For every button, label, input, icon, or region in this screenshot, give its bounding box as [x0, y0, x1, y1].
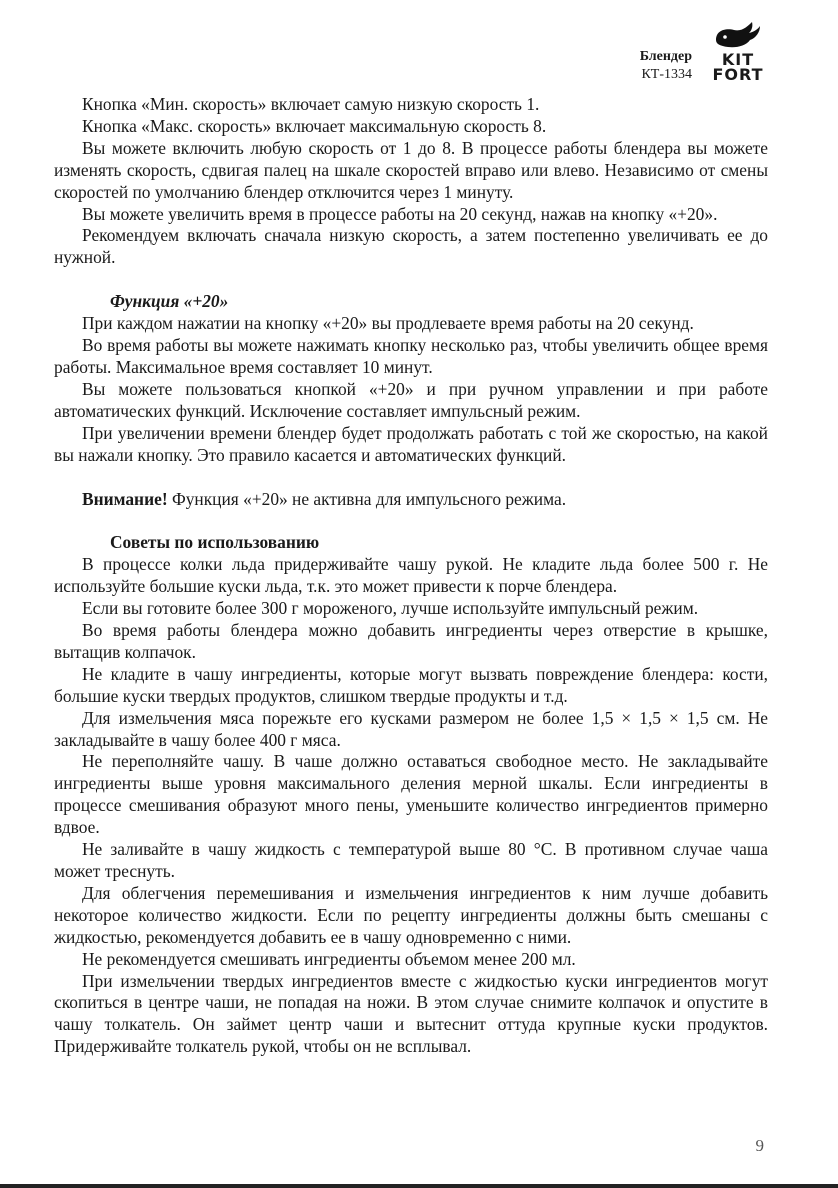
paragraph: Не кладите в чашу ингредиенты, которые могут вызвать повреждение блендера: кости, большие куски твердых продуктов, слишком твердые продукты и т.д. [54, 663, 768, 706]
warning-text: Функция «+20» не активна для импульсного режима. [167, 488, 567, 509]
warning-label: Внимание! [82, 488, 168, 509]
paragraph: В процессе колки льда придерживайте чашу рукой. Не кладите льда более 500 г. Не используйте большие куски льда, т.к. это может привести к порче блендера. [54, 554, 768, 597]
paragraph: Не рекомендуется смешивать ингредиенты объемом менее 200 мл. [82, 948, 576, 969]
section-heading-tips: Советы по использованию [110, 532, 320, 553]
paragraph: Вы можете пользоваться кнопкой «+20» и при ручном управлении и при работе автоматических функций. Исключение составляет импульсный режим. [54, 378, 768, 421]
model-info [640, 48, 692, 84]
paragraph: При увеличении времени блендер будет продолжать работать с той же скоростью, на какой вы нажали кнопку. Это правило касается и автоматических функций. [54, 422, 768, 465]
paragraph: Во время работы блендера можно добавить ингредиенты через отверстие в крышке, вытащив колпачок. [54, 620, 768, 662]
brand-logo [706, 20, 770, 84]
paragraph: Для облегчения перемешивания и измельчения ингредиентов к ним лучше добавить некоторое количество жидкости. Если по рецепту ингредиенты должны быть смешаны с жидкостью, рекомендуется добавить ее в чашу одновременно с ними. [54, 882, 768, 947]
model-number: КТ-1334 [641, 67, 692, 82]
page-content [54, 94, 768, 1058]
paragraph: Для измельчения мяса порежьте его кусками размером не более 1,5 × 1,5 × 1,5 см. Не закладывайте в чашу более 400 г мяса. [54, 707, 768, 750]
paragraph: Вы можете увеличить время в процессе работы на 20 секунд, нажав на кнопку «+20». [82, 203, 718, 224]
bottom-rule [0, 1184, 838, 1188]
paragraph: Кнопка «Мин. скорость» включает самую низкую скорость 1. [82, 94, 540, 114]
section-heading-plus20: Функция «+20» [110, 291, 229, 312]
page-header [0, 18, 838, 88]
logo-fort: FORT [712, 65, 764, 84]
product-name: Блендер [639, 49, 692, 64]
paragraph: Рекомендуем включать сначала низкую скорость, а затем постепенно увеличивать ее до нужной. [54, 225, 768, 268]
whale-icon [712, 20, 764, 52]
paragraph: При измельчении твердых ингредиентов вместе с жидкостью куски ингредиентов могут скопиться в центре чаши, не попадая на ножи. В этом случае снимите колпачок и опустите в чашу толкатель. Он займет центр чаши и вытеснит оттуда крупные куски продуктов. Придерживайте толкатель рукой, чтобы он не всплывал. [54, 970, 768, 1057]
paragraph: Не переполняйте чашу. В чаше должно оставаться свободное место. Не закладывайте ингредиенты выше уровня максимального деления мерной шкалы. Если ингредиенты в процессе смешивания образуют много пены, уменьшите количество ингредиентов примерно вдвое. [54, 751, 768, 838]
paragraph: При каждом нажатии на кнопку «+20» вы продлеваете время работы на 20 секунд. [82, 313, 694, 334]
logo-kit: KIT [721, 50, 755, 69]
paragraph: Вы можете включить любую скорость от 1 до 8. В процессе работы блендера вы можете изменять скорость, сдвигая палец на шкале скоростей вправо или влево. Независимо от смены скоростей по умолчанию блендер отключится через 1 минуту. [54, 137, 768, 202]
paragraph: Не заливайте в чашу жидкость с температурой выше 80 °C. В противном случае чаша может треснуть. [54, 839, 768, 881]
paragraph: Кнопка «Макс. скорость» включает максимальную скорость 8. [82, 115, 547, 136]
warning-note [54, 489, 768, 511]
page-number: 9 [755, 1136, 764, 1155]
paragraph: Во время работы вы можете нажимать кнопку несколько раз, чтобы увеличить общее время работы. Максимальное время составляет 10 минут. [54, 335, 768, 377]
paragraph: Если вы готовите более 300 г мороженого, лучше используйте импульсный режим. [82, 598, 699, 619]
